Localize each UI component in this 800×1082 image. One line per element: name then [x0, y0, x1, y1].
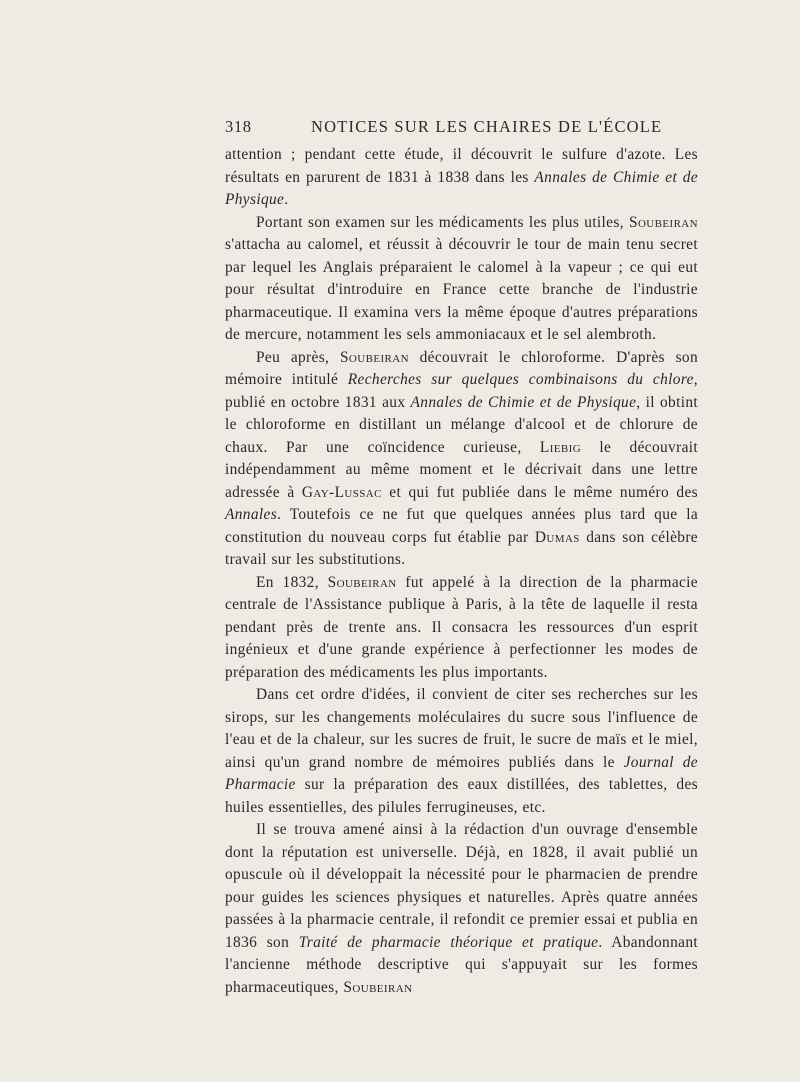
paragraph: Il se trouva amené ainsi à la rédaction d'un ouvrage d'ensemble dont la réputation est universelle. Déjà, en 1828, il avait publié un opuscule où il développait la nécessité pour le pharmacien de prendre pour guides les sciences physiques et naturelles. Après quatre années passées à la pharmacie centrale, il refondit ce premier essai et publia en 1836 son Traité de pharmacie théorique et pratique. Abandonnant l'ancienne méthode descriptive qui s'appuyait sur les formes pharmaceutiques, Soubeiran — [225, 821, 698, 996]
paragraph: Peu après, Soubeiran découvrait le chloroforme. D'après son mémoire intitulé Recherches sur quelques combinaisons du chlore, publié en octobre 1831 aux Annales de Chimie et de Physique, il obtint le chloroforme en distillant un mélange d'alcool et de chlorure de chaux. Par une coïncidence curieuse, Liebig le découvrait indépendamment au même moment et le décrivait dans une lettre adressée à Gay-Lussac et qui fut publiée dans le même numéro des Annales. Toutefois ce ne fut que quelques années plus tard que la constitution du nouveau corps fut établie par Dumas dans son célèbre travail sur les substitutions. — [225, 348, 699, 568]
work-title: Traité de pharmacie théorique et pratique — [298, 933, 599, 951]
person-name: Soubeiran — [339, 348, 409, 366]
paragraph: attention ; pendant cette étude, il découvrit le sulfure d'azote. Les résultats en parurent de 1831 à 1838 dans les Annales de Chimie et de Physique. — [225, 146, 698, 208]
work-title: Recherches sur quelques combinaisons du chlore — [347, 371, 694, 388]
journal-title: Journal de Pharmacie — [225, 753, 698, 793]
body-text — [225, 144, 698, 999]
paragraph: Portant son examen sur les médicaments les plus utiles, Soubeiran s'attacha au calomel, et réussit à découvrir le tour de main tenu secret par lequel les Anglais préparaient le calomel à la vapeur ; ce qui eut pour résultat d'introduire en France cette branche de l'industrie pharmaceutique. Il examina vers la même époque d'autres préparations de mercure, notamment les sels ammoniacaux et le sel alembroth. — [225, 213, 698, 343]
running-head — [225, 117, 698, 141]
journal-title: Annales de Chimie et de Physique — [225, 168, 698, 208]
person-name: Dumas — [534, 528, 580, 546]
journal-title: Annales — [225, 506, 278, 523]
person-name: Gay-Lussac — [301, 483, 382, 501]
person-name: Soubeiran — [327, 573, 397, 591]
person-name: Liebig — [539, 438, 582, 456]
page-number: 318 — [225, 117, 252, 136]
paragraph: Dans cet ordre d'idées, il convient de citer ses recherches sur les sirops, sur les changements moléculaires du sucre sous l'influence de l'eau et de la chaleur, sur les sucres de fruit, le sucre de maïs et le miel, ainsi qu'un grand nombre de mémoires publiés dans le Journal de Pharmacie sur la préparation des eaux distillées, des tablettes, des huiles essentielles, des pilules ferrugineuses, etc. — [225, 686, 698, 816]
paragraph: En 1832, Soubeiran fut appelé à la direction de la pharmacie centrale de l'Assistance publique à Paris, à la tête de laquelle il resta pendant près de trente ans. Il consacra les ressources d'un esprit ingénieux et d'une grande expérience à perfectionner les modes de préparation des médicaments les plus importants. — [225, 573, 698, 681]
journal-title: Annales de Chimie et de Physique — [410, 393, 637, 411]
running-title: NOTICES SUR LES CHAIRES DE L'ÉCOLE — [311, 117, 663, 136]
person-name: Soubeiran — [629, 213, 698, 231]
person-name: Soubeiran — [343, 978, 413, 996]
